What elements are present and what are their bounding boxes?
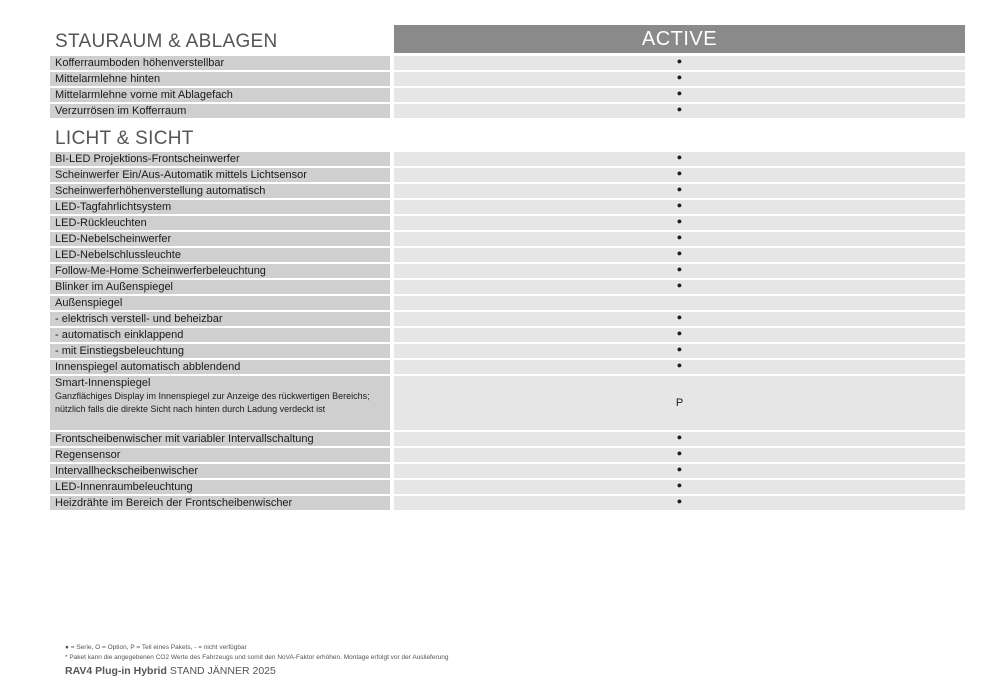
standard-dot-icon: ● (676, 184, 683, 194)
standard-dot-icon: ● (676, 72, 683, 82)
feature-name: Heizdrähte im Bereich der Frontscheibenwischer (55, 497, 293, 509)
section-title-light: LICHT & SICHT (55, 128, 194, 149)
availability-cell (394, 448, 965, 462)
standard-dot-icon: ● (676, 280, 683, 290)
feature-label (50, 360, 390, 374)
table-row (50, 168, 965, 182)
table-row (50, 248, 965, 262)
table-row (50, 264, 965, 278)
standard-dot-icon: ● (676, 448, 683, 458)
feature-label (50, 480, 390, 494)
feature-label (50, 448, 390, 462)
standard-dot-icon: ● (676, 360, 683, 370)
feature-label (50, 264, 390, 278)
feature-name: Scheinwerferhöhenverstellung automatisch (55, 185, 266, 197)
feature-label (50, 168, 390, 182)
table-row (50, 432, 965, 446)
availability-cell (394, 464, 965, 478)
feature-name: Follow-Me-Home Scheinwerferbeleuchtung (55, 265, 266, 277)
table-row (50, 104, 965, 118)
availability-cell (394, 168, 965, 182)
table-row (50, 480, 965, 494)
availability-cell (394, 328, 965, 342)
feature-label (50, 312, 390, 326)
feature-label (50, 464, 390, 478)
standard-dot-icon: ● (676, 344, 683, 354)
light-table (50, 152, 965, 512)
standard-dot-icon: ● (676, 248, 683, 258)
table-row (50, 56, 965, 70)
feature-description: Ganzflächiges Display im Innenspiegel zur Anzeige des rückwertigen Bereichs; nützlich falls die direkte Sicht nach hinten durch Ladung verdeckt ist (55, 391, 370, 414)
table-row (50, 152, 965, 166)
feature-name: Blinker im Außenspiegel (55, 281, 174, 293)
availability-cell (394, 56, 965, 70)
availability-cell (394, 104, 965, 118)
table-row (50, 328, 965, 342)
standard-dot-icon: ● (676, 328, 683, 338)
table-row (50, 344, 965, 358)
model-name: RAV4 Plug-in Hybrid (65, 665, 167, 677)
feature-name: LED-Nebelschlussleuchte (55, 249, 181, 261)
availability-cell (394, 200, 965, 214)
standard-dot-icon: ● (676, 432, 683, 442)
availability-cell (394, 88, 965, 102)
feature-label (50, 280, 390, 294)
standard-dot-icon: ● (676, 496, 683, 506)
feature-name: - automatisch einklappend (55, 329, 184, 341)
table-row (50, 312, 965, 326)
footnotes (65, 643, 449, 663)
table-row (50, 296, 965, 310)
availability-cell (394, 360, 965, 374)
feature-label (50, 296, 390, 310)
table-row (50, 496, 965, 510)
feature-label (50, 56, 390, 70)
availability-cell (394, 152, 965, 166)
table-row (50, 184, 965, 198)
feature-name: Mittelarmlehne hinten (55, 73, 161, 85)
feature-label (50, 232, 390, 246)
standard-dot-icon: ● (676, 216, 683, 226)
feature-label (50, 72, 390, 86)
feature-label (50, 432, 390, 446)
feature-label (50, 216, 390, 230)
feature-name: LED-Rückleuchten (55, 217, 147, 229)
feature-label (50, 152, 390, 166)
feature-name: Mittelarmlehne vorne mit Ablagefach (55, 89, 233, 101)
availability-cell (394, 232, 965, 246)
standard-dot-icon: ● (676, 152, 683, 162)
standard-dot-icon: ● (676, 88, 683, 98)
standard-dot-icon: ● (676, 56, 683, 66)
feature-name: Verzurrösen im Kofferraum (55, 105, 187, 117)
table-row (50, 376, 965, 430)
feature-label (50, 104, 390, 118)
table-row (50, 464, 965, 478)
column-header-active: ACTIVE (394, 25, 965, 53)
feature-name: Scheinwerfer Ein/Aus-Automatik mittels Lichtsensor (55, 169, 307, 181)
availability-cell (394, 216, 965, 230)
table-row (50, 216, 965, 230)
availability-cell (394, 480, 965, 494)
table-row (50, 72, 965, 86)
standard-dot-icon: ● (676, 312, 683, 322)
feature-name: Frontscheibenwischer mit variabler Intervallschaltung (55, 433, 314, 445)
availability-value: P (675, 397, 684, 409)
availability-cell (394, 496, 965, 510)
availability-cell (394, 264, 965, 278)
storage-table (50, 56, 965, 120)
feature-label (50, 376, 390, 430)
table-row (50, 88, 965, 102)
feature-name: LED-Tagfahrlichtsystem (55, 201, 172, 213)
availability-cell (394, 280, 965, 294)
standard-dot-icon: ● (676, 264, 683, 274)
feature-label (50, 88, 390, 102)
feature-label (50, 344, 390, 358)
section-title-storage: STAURAUM & ABLAGEN (55, 31, 278, 52)
feature-label (50, 200, 390, 214)
feature-label (50, 328, 390, 342)
feature-name: LED-Nebelscheinwerfer (55, 233, 172, 245)
standard-dot-icon: ● (676, 104, 683, 114)
feature-name: BI-LED Projektions-Frontscheinwerfer (55, 153, 240, 165)
availability-cell (394, 248, 965, 262)
feature-name: - mit Einstiegsbeleuchtung (55, 345, 185, 357)
feature-name: Kofferraumboden höhenverstellbar (55, 57, 225, 69)
availability-cell (394, 312, 965, 326)
availability-cell (394, 296, 965, 310)
feature-name: Innenspiegel automatisch abblendend (55, 361, 241, 373)
legend-text: ● = Serie, O = Option, P = Teil eines Pakets, - = nicht verfügbar (65, 644, 247, 651)
package-note: * Paket kann die angegebenen CO2 Werte des Fahrzeugs und somit den NoVA-Faktor erhöhen. Montage erfolgt vor der Auslieferung (65, 654, 449, 661)
availability-cell (394, 184, 965, 198)
standard-dot-icon: ● (676, 480, 683, 490)
feature-name: Außenspiegel (55, 297, 123, 309)
feature-name: Regensensor (55, 449, 121, 461)
table-row (50, 448, 965, 462)
feature-label (50, 248, 390, 262)
availability-cell (394, 376, 965, 430)
footer-brand (65, 665, 276, 677)
feature-label (50, 184, 390, 198)
edition-label: STAND JÄNNER 2025 (169, 665, 276, 677)
standard-dot-icon: ● (676, 232, 683, 242)
feature-name: Intervallheckscheibenwischer (55, 465, 199, 477)
availability-cell (394, 344, 965, 358)
availability-cell (394, 432, 965, 446)
feature-name: LED-Innenraumbeleuchtung (55, 481, 193, 493)
feature-name: - elektrisch verstell- und beheizbar (55, 313, 223, 325)
table-row (50, 200, 965, 214)
standard-dot-icon: ● (676, 464, 683, 474)
table-row (50, 280, 965, 294)
availability-cell (394, 72, 965, 86)
standard-dot-icon: ● (676, 200, 683, 210)
feature-name: Smart-Innenspiegel (55, 377, 151, 389)
table-row (50, 360, 965, 374)
feature-label (50, 496, 390, 510)
standard-dot-icon: ● (676, 168, 683, 178)
table-row (50, 232, 965, 246)
